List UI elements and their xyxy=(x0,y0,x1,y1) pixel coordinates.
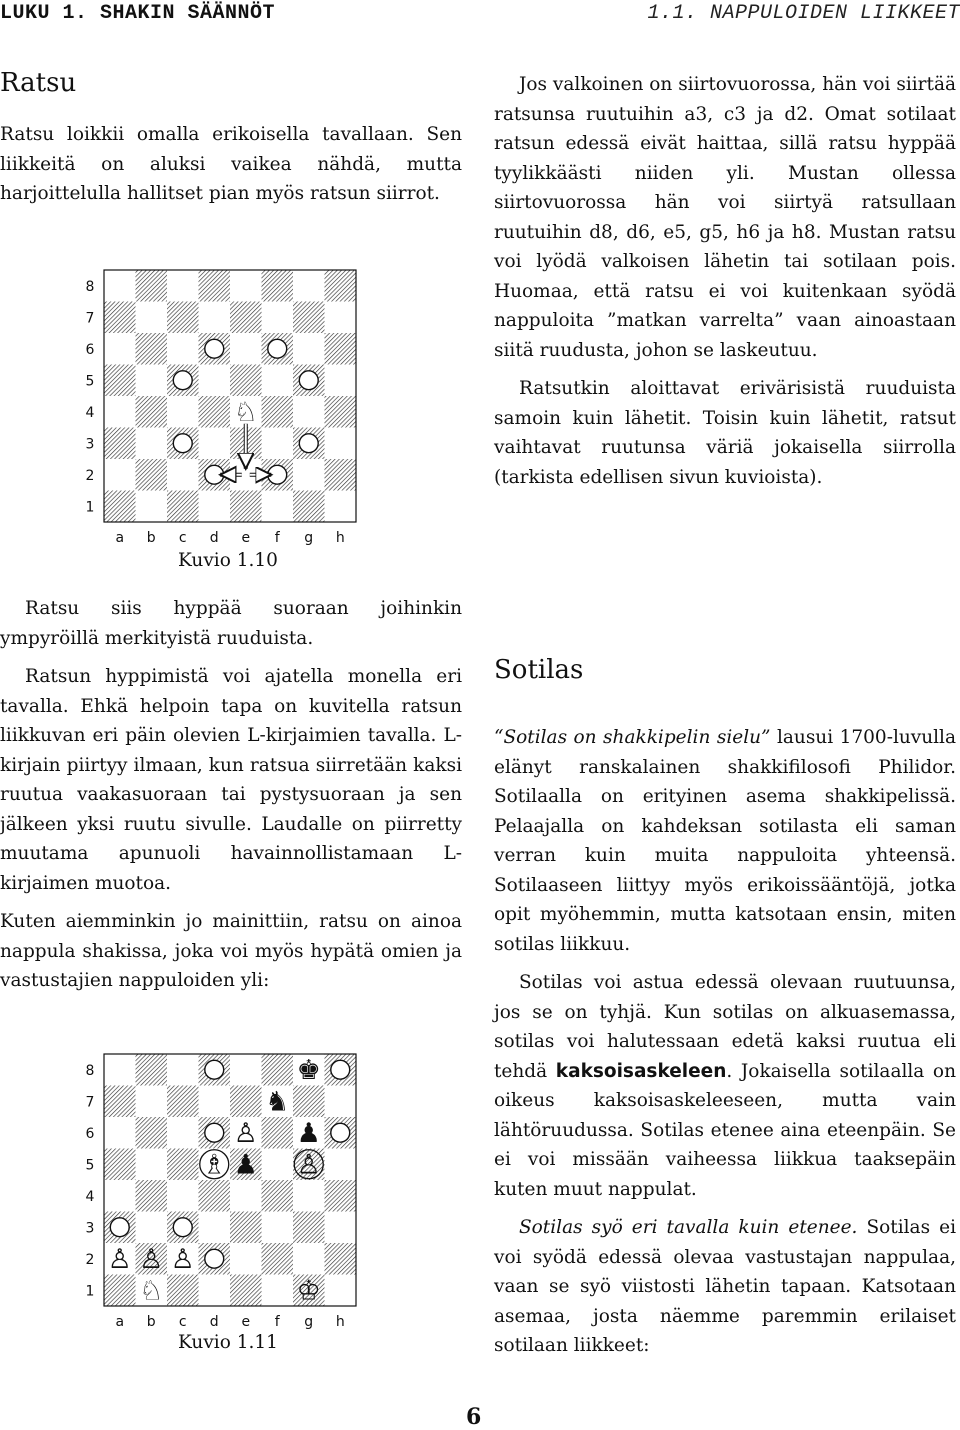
chess-piece-icon: ♟ xyxy=(296,1117,321,1149)
term-kaksoisaskel: kaksoisaskeleen xyxy=(555,1060,727,1082)
chess-piece-icon: ♘ xyxy=(233,396,258,428)
file-label: d xyxy=(209,530,219,546)
emphasis: Sotilas syö eri tavalla kuin etenee. xyxy=(519,1217,858,1238)
intro-paragraph xyxy=(0,120,462,218)
target-circle xyxy=(331,1060,350,1079)
rank-label: 4 xyxy=(85,1188,95,1205)
board-square xyxy=(262,1275,294,1307)
file-label: g xyxy=(304,530,314,546)
board-square xyxy=(136,491,168,523)
board-square xyxy=(293,459,325,491)
board-square xyxy=(167,1180,199,1212)
board-square xyxy=(230,1086,262,1118)
board-square xyxy=(136,333,168,365)
text-run: lausui 1700-luvulla elänyt ranskalainen shakkifilosofi Philidor. Sotilaalla on erityinen asema shakkipelissä. Pelaajalla on kahdeksan sotilasta eli saman verran kuin muita nappuloita yhteensä. Sotilaaseen liittyy myös erikoissääntöjä, jotka opit myöhemmin, mutta katsotaan ensin, miten sotilas liikkuu. xyxy=(494,727,956,955)
board-square xyxy=(230,1243,262,1275)
chessboard-figure-1-11 xyxy=(82,1046,362,1336)
board-square xyxy=(230,1180,262,1212)
paragraph xyxy=(494,1213,956,1361)
board-square xyxy=(262,428,294,460)
target-circle xyxy=(205,1123,224,1142)
board-square xyxy=(136,1212,168,1244)
text-run: . Jokaisella sotilaalla on oikeus kaksoisaskeleeseen, mutta vain lähtöruudussa. Sotilas etenee aina eteenpäin. Se ei voi missään vaiheessa liikkua taaksepäin kuten muut nappulat. xyxy=(494,1060,956,1200)
target-circle xyxy=(205,1060,224,1079)
target-circle xyxy=(173,434,192,453)
board-square xyxy=(167,302,199,334)
board-square xyxy=(199,270,231,302)
board-square xyxy=(199,1275,231,1307)
board-square xyxy=(104,1180,136,1212)
board-square xyxy=(230,270,262,302)
target-circle xyxy=(299,371,318,390)
board-square xyxy=(136,270,168,302)
board-square xyxy=(325,333,357,365)
board-square xyxy=(136,1180,168,1212)
board-square xyxy=(262,365,294,397)
board-square xyxy=(293,1086,325,1118)
file-label: a xyxy=(115,1314,125,1330)
chessboard-figure-1-10 xyxy=(82,262,362,552)
board-square xyxy=(325,1212,357,1244)
paragraph: Ratsu loikkii omalla erikoisella tavallaan. Sen liikkeitä on aluksi vaikea nähdä, mutta harjoittelulla hallitset pian myös ratsun siirrot. xyxy=(0,124,462,204)
board-square xyxy=(293,270,325,302)
chess-piece-icon: ♙ xyxy=(139,1243,164,1275)
file-label: e xyxy=(241,530,251,546)
board-square xyxy=(325,428,357,460)
board-square xyxy=(293,1243,325,1275)
file-label: f xyxy=(274,1314,280,1330)
board-square xyxy=(104,1149,136,1181)
board-square xyxy=(230,1275,262,1307)
board-square xyxy=(262,302,294,334)
board-square xyxy=(199,428,231,460)
rank-label: 1 xyxy=(85,1283,95,1300)
paragraph: Ratsutkin aloittavat erivärisistä ruuduista samoin kuin lähetit. Toisin kuin lähetit, ratsut vaihtavat ruutunsa väriä jokaisella siirrolla (tarkista edellisen sivun kuvioista). xyxy=(494,378,956,488)
board-square xyxy=(262,1243,294,1275)
board-square xyxy=(199,365,231,397)
rank-label: 1 xyxy=(85,499,95,516)
paragraph: Ratsu siis hyppää suoraan joihinkin ympyröillä merkityistä ruuduista. xyxy=(0,598,462,649)
board-square xyxy=(167,1054,199,1086)
right-body-text-bottom xyxy=(494,723,956,1370)
rank-label: 5 xyxy=(85,1157,95,1174)
rank-label: 6 xyxy=(85,341,95,358)
chess-piece-icon: ♘ xyxy=(139,1275,164,1307)
text-run: Sotilas voi astua edessä olevaan ruutuunsa, jos se on tyhjä. Kun sotilas on alkuasemassa, sotilas voi halutessaan edetä kaksi ruutua eli tehdä xyxy=(494,972,956,1082)
board-square xyxy=(262,1212,294,1244)
board-square xyxy=(104,491,136,523)
board-square xyxy=(325,1243,357,1275)
section-title: 1.1. NAPPULOIDEN LIIKKEET xyxy=(647,2,960,25)
board-square xyxy=(136,1086,168,1118)
file-label: c xyxy=(178,1314,187,1330)
chess-piece-icon: ♙ xyxy=(170,1243,195,1275)
board-square xyxy=(293,302,325,334)
board-square xyxy=(136,365,168,397)
board-square xyxy=(104,333,136,365)
rank-label: 7 xyxy=(85,1094,95,1111)
rank-label: 6 xyxy=(85,1125,95,1142)
board-square xyxy=(230,1054,262,1086)
running-header xyxy=(0,2,960,28)
board-square xyxy=(262,1054,294,1086)
board-square xyxy=(325,1149,357,1181)
rank-label: 3 xyxy=(85,1220,95,1237)
board-square xyxy=(104,396,136,428)
file-label: b xyxy=(146,1314,156,1330)
board-square xyxy=(325,1275,357,1307)
page-number: 6 xyxy=(466,1404,482,1430)
board-square xyxy=(293,1212,325,1244)
file-label: a xyxy=(115,530,125,546)
board-square xyxy=(167,270,199,302)
board-square xyxy=(136,1054,168,1086)
board-square xyxy=(167,1149,199,1181)
chess-piece-icon: ♞ xyxy=(265,1086,290,1118)
board-square xyxy=(167,459,199,491)
board-square xyxy=(167,1117,199,1149)
board-square xyxy=(167,333,199,365)
paragraph xyxy=(494,723,956,959)
board-square xyxy=(167,1275,199,1307)
board-square xyxy=(293,333,325,365)
board-square xyxy=(167,1086,199,1118)
board-square xyxy=(104,459,136,491)
board-square xyxy=(262,1180,294,1212)
paragraph: Kuten aiemminkin jo mainittiin, ratsu on ainoa nappula shakissa, joka voi myös hypätä omien ja vastustajien nappuloiden yli: xyxy=(0,911,462,991)
board-square xyxy=(104,1117,136,1149)
board-square xyxy=(262,1149,294,1181)
chess-piece-icon: ♙ xyxy=(107,1243,132,1275)
paragraph: Jos valkoinen on siirtovuorossa, hän voi siirtää ratsunsa ruutuihin a3, c3 ja d2. Omat sotilaat ratsun edessä eivät haittaa, sillä ratsu hyppää tyylikkäästi niiden yli. Mustan ollessa siirtovuorossa hän voi siirtyä ratsullaan ruutuihin d8, d6, e5, g5, h6 ja h8. Mustan ratsu voi lyödä valkoisen lähetin tai sotilaan pois. Huomaa, että ratsu ei voi kuitenkaan syödä nappuloita ”matkan varrelta” vaan ainoastaan siitä ruudusta, johon se laskeutuu. xyxy=(494,74,956,361)
board-square xyxy=(167,491,199,523)
board-square xyxy=(325,302,357,334)
chess-piece-icon: ♔ xyxy=(296,1275,321,1307)
paragraph xyxy=(494,968,956,1204)
target-circle xyxy=(205,1249,224,1268)
board-square xyxy=(325,365,357,397)
board-square xyxy=(136,396,168,428)
chess-piece-icon: ♙ xyxy=(296,1149,321,1181)
left-body-text xyxy=(0,594,462,1005)
target-circle xyxy=(299,434,318,453)
board-square xyxy=(199,302,231,334)
target-circle xyxy=(331,1123,350,1142)
board-square xyxy=(325,491,357,523)
chess-piece-icon: ♟ xyxy=(233,1149,258,1181)
chess-piece-icon: ♙ xyxy=(233,1117,258,1149)
board-square xyxy=(167,396,199,428)
board-square xyxy=(104,365,136,397)
board-square xyxy=(262,1117,294,1149)
file-label: e xyxy=(241,1314,251,1330)
heading-sotilas: Sotilas xyxy=(494,655,584,685)
rank-label: 2 xyxy=(85,467,95,484)
board-square xyxy=(199,491,231,523)
rank-label: 8 xyxy=(85,278,95,295)
target-circle xyxy=(110,1218,129,1237)
heading-ratsu: Ratsu xyxy=(0,68,77,98)
board-square xyxy=(199,1212,231,1244)
board-square xyxy=(199,396,231,428)
figure-caption: Kuvio 1.10 xyxy=(178,550,278,571)
board-square xyxy=(136,1117,168,1149)
file-label: h xyxy=(335,1314,345,1330)
board-square xyxy=(325,1086,357,1118)
file-label: c xyxy=(178,530,187,546)
file-label: g xyxy=(304,1314,314,1330)
board-square xyxy=(230,333,262,365)
chapter-title: LUKU 1. SHAKIN SÄÄNNÖT xyxy=(0,2,276,25)
figure-caption: Kuvio 1.11 xyxy=(178,1332,278,1353)
board-square xyxy=(136,1149,168,1181)
board-square xyxy=(325,1180,357,1212)
file-label: b xyxy=(146,530,156,546)
rank-label: 7 xyxy=(85,310,95,327)
board-square xyxy=(325,270,357,302)
target-circle xyxy=(268,339,287,358)
board-square xyxy=(136,459,168,491)
chess-piece-icon: ♗ xyxy=(202,1149,227,1181)
target-circle xyxy=(173,1218,192,1237)
board-square xyxy=(262,491,294,523)
right-body-text-top xyxy=(494,70,956,501)
board-square xyxy=(293,491,325,523)
paragraph: Ratsun hyppimistä voi ajatella monella eri tavalla. Ehkä helpoin tapa on kuvitella ratsun liikkuvan eri päin olevien L-kirjaimien tavalla. L-kirjain piirtyy ilmaan, kun ratsua siirretään kaksi ruutua vaakasuoraan tai pystysuoraan ja sen jälkeen yksi ruutu sivulle. Laudalle on piirretty muutama apunuoli havainnollistamaan L-kirjaimen muotoa. xyxy=(0,666,462,894)
board-square xyxy=(325,396,357,428)
rank-label: 4 xyxy=(85,404,95,421)
board-square xyxy=(104,1275,136,1307)
board-square xyxy=(104,428,136,460)
chess-piece-icon: ♚ xyxy=(296,1054,321,1086)
board-square xyxy=(199,1180,231,1212)
target-circle xyxy=(205,339,224,358)
rank-label: 8 xyxy=(85,1062,95,1079)
board-square xyxy=(104,1086,136,1118)
file-label: h xyxy=(335,530,345,546)
board-square xyxy=(104,1054,136,1086)
board-square xyxy=(230,491,262,523)
board-square xyxy=(199,1086,231,1118)
board-square xyxy=(230,1212,262,1244)
board-square xyxy=(104,270,136,302)
board-square xyxy=(262,396,294,428)
board-square xyxy=(230,302,262,334)
file-label: d xyxy=(209,1314,219,1330)
board-square xyxy=(325,459,357,491)
rank-label: 2 xyxy=(85,1251,95,1268)
board-square xyxy=(230,365,262,397)
board-square xyxy=(104,302,136,334)
board-square xyxy=(136,428,168,460)
board-square xyxy=(262,270,294,302)
board-square xyxy=(136,302,168,334)
board-square xyxy=(293,1180,325,1212)
text-run: Sotilas ei voi syödä edessä olevaa vastustajan nappulaa, vaan se syö viistosti lähetin tapaan. Katsotaan asemaa, josta näemme paremmin erilaiset sotilaan liikkeet: xyxy=(494,1217,956,1356)
file-label: f xyxy=(274,530,280,546)
quote: “Sotilas on shakkipelin sielu” xyxy=(494,727,771,748)
target-circle xyxy=(173,371,192,390)
rank-label: 3 xyxy=(85,436,95,453)
rank-label: 5 xyxy=(85,373,95,390)
board-square xyxy=(293,396,325,428)
